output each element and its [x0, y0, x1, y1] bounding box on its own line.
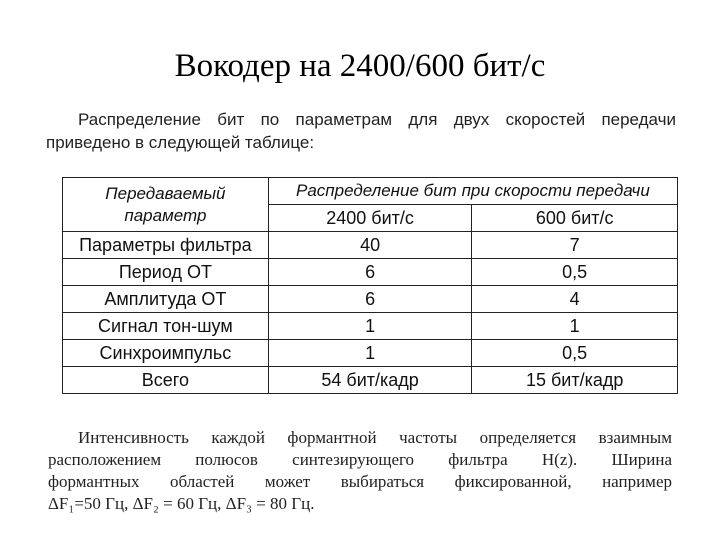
outro-line-2: расположением полюсов синтезирующего фильтра H(z). Ширина — [48, 450, 672, 469]
row-param: Синхроимпульс — [63, 340, 269, 367]
row-value-2400: 1 — [268, 313, 472, 340]
intro-paragraph — [46, 108, 676, 154]
row-value-2400: 40 — [268, 232, 472, 259]
bit-distribution-table — [62, 177, 678, 394]
table-row — [63, 232, 678, 259]
row-param: Параметры фильтра — [63, 232, 269, 259]
row-value-2400: 1 — [268, 340, 472, 367]
row-value-2400: 6 — [268, 259, 472, 286]
row-value-600: 1 — [472, 313, 678, 340]
row-value-600: 0,5 — [472, 259, 678, 286]
header-distribution: Распределение бит при скорости передачи — [268, 178, 677, 205]
header-speed-2400: 2400 бит/с — [268, 205, 472, 232]
row-param: Амплитуда ОТ — [63, 286, 269, 313]
row-param: Сигнал тон-шум — [63, 313, 269, 340]
header-parameter-line2: параметр — [124, 205, 207, 225]
row-value-600: 4 — [472, 286, 678, 313]
header-speed-600: 600 бит/с — [472, 205, 678, 232]
row-value-2400: 6 — [268, 286, 472, 313]
outro-paragraph — [48, 427, 672, 515]
row-value-2400: 54 бит/кадр — [268, 367, 472, 394]
table-row — [63, 340, 678, 367]
table-row — [63, 286, 678, 313]
table-row — [63, 313, 678, 340]
intro-line-2: приведено в следующей таблице: — [46, 133, 315, 152]
row-value-600: 0,5 — [472, 340, 678, 367]
row-value-600: 7 — [472, 232, 678, 259]
row-param: Всего — [63, 367, 269, 394]
outro-line-3: формантных областей может выбираться фиксированной, например — [48, 472, 672, 491]
page-title: Вокодер на 2400/600 бит/с — [174, 48, 546, 84]
header-parameter-line1: Передаваемый — [105, 183, 226, 203]
intro-line-1: Распределение бит по параметрам для двух скоростей передачи — [78, 110, 676, 129]
row-value-600: 15 бит/кадр — [472, 367, 678, 394]
header-parameter — [63, 178, 269, 232]
table-row — [63, 259, 678, 286]
table-row-total — [63, 367, 678, 394]
outro-line-4: ΔF₁=50 Гц, ΔF₂ = 60 Гц, ΔF₃ = 80 Гц. — [48, 494, 315, 513]
outro-line-1: Интенсивность каждой формантной частоты определяется взаимным — [78, 428, 672, 447]
row-param: Период ОТ — [63, 259, 269, 286]
